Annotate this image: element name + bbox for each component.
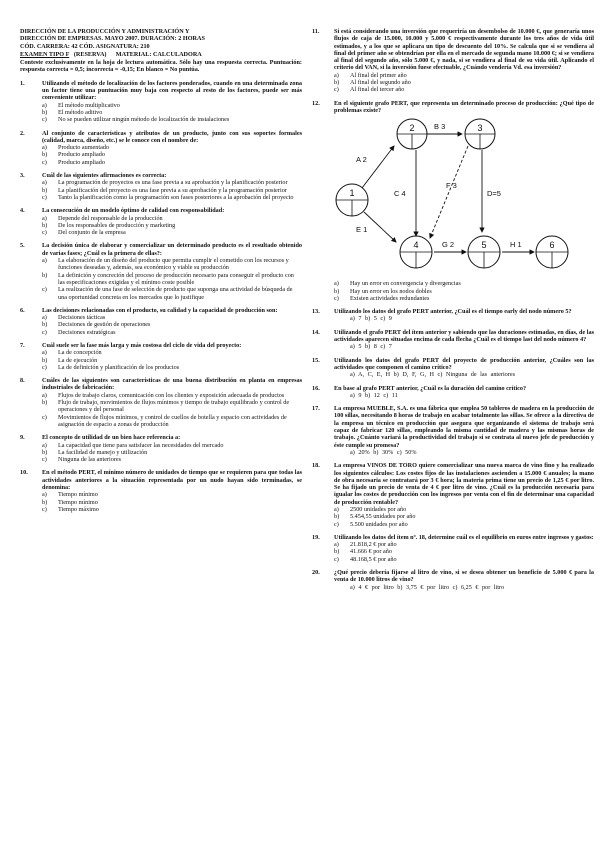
- answer-option: [42, 116, 302, 123]
- option-letter: a): [42, 257, 47, 265]
- answer-option: [42, 314, 302, 321]
- option-letter: c): [42, 363, 47, 371]
- question-number: 14.: [312, 328, 320, 336]
- option-text: Al final del primer año: [350, 71, 407, 79]
- option-text: Decisiones estratégicas: [58, 328, 116, 336]
- answer-option: [42, 499, 302, 506]
- question: [20, 469, 302, 513]
- option-text: La elaboración de un diseño del producto que permita cumplir el cometido con los recursos y funciones deseadas y, además, sea económico y viable su producción: [58, 257, 289, 272]
- question-number: 6.: [20, 306, 25, 314]
- option-letter: b): [42, 271, 48, 279]
- option-letter: a): [42, 391, 47, 399]
- option-letter: b): [42, 356, 48, 364]
- option-text: 21.818,2 € por año: [350, 541, 397, 549]
- option-letter: b): [334, 79, 340, 87]
- option-text: El método aditivo: [58, 108, 103, 116]
- answer-option: [42, 357, 302, 364]
- option-text: Producto aumentado: [58, 144, 110, 152]
- question: [312, 329, 594, 351]
- question: [312, 462, 594, 528]
- activity-label-c: C 4: [394, 189, 406, 199]
- answer-option: [334, 506, 594, 513]
- question-number: 2.: [20, 129, 25, 137]
- question-text: El concepto de utilidad de un bien hace referencia a:: [42, 434, 181, 442]
- answer-option: [42, 506, 302, 513]
- instructions: Conteste exclusivamente en la hoja de lectura automática. Sólo hay una respuesta correcta. Puntuación: respuesta correcta = 0,5; incorrecta = -0,15; En blanco = No puntúa.: [20, 59, 302, 74]
- question-text: Si está considerando una inversión que requeriría un desembolso de 10.000 €, que generaría unos flujos de caja de 15.000, 10.000 y 5.000 € respectivamente durante los tres años de vida útil estimados, y a los que se aplicara un tipo de descuento del 10%. Se calcula que si se vendiera al final del primer año se obtendrían por ella en el mercado de segunda mano 10.000 €; si se vendiera al final del segundo año, sólo 5.000 €, y nada, si se vendiera al final de su vida útil. Aplicando el criterio del VAN, si la inversión fuese efectuable, ¿Cuándo vendería Vd. esa inversión?: [334, 28, 594, 72]
- question-text: La consecución de un modelo óptimo de calidad con responsabilidad:: [42, 207, 225, 215]
- option-letter: b): [42, 186, 48, 194]
- option-letter: c): [42, 413, 47, 421]
- answer-options-inline: a) 20% b) 30% c) 50%: [350, 448, 417, 456]
- answer-option: [42, 449, 302, 456]
- answer-option: [42, 109, 302, 116]
- right-questions: [312, 308, 594, 591]
- right-column: [312, 28, 594, 597]
- answer-option: [334, 280, 594, 287]
- option-text: Producto ampliado: [58, 158, 105, 166]
- question: [20, 434, 302, 463]
- question: [312, 28, 594, 94]
- option-text: Hay un error en convergencia y divergencias: [350, 280, 461, 288]
- option-text: Depende del responsable de la producción: [58, 214, 163, 222]
- option-letter: c): [334, 86, 339, 94]
- answer-option: [42, 392, 302, 399]
- answer-option: [334, 72, 594, 79]
- question-number: 7.: [20, 341, 25, 349]
- question-number: 13.: [312, 308, 320, 316]
- option-letter: b): [42, 108, 48, 116]
- question-number: 1.: [20, 79, 25, 87]
- answer-options-inline: a) 7 b) 5 c) 9: [350, 315, 392, 323]
- option-text: Flujos de trabajo claros, comunicación con los clientes y exposición adecuada de productos: [58, 391, 285, 399]
- option-text: Tanto la planificación como la programación son fases posteriores a la aprobación del proyecto: [58, 193, 294, 201]
- answer-option: [42, 442, 302, 449]
- activity-label-e: E 1: [356, 225, 368, 235]
- question: [20, 307, 302, 336]
- option-letter: c): [334, 294, 339, 302]
- answer-option: [42, 194, 302, 201]
- option-text: La capacidad que tiene para satisfacer las necesidades del mercado: [58, 441, 224, 449]
- pert-node-label: 5: [481, 240, 487, 251]
- option-letter: a): [42, 144, 47, 152]
- option-letter: b): [42, 498, 48, 506]
- pert-graph: [334, 116, 584, 276]
- answer-option: [42, 179, 302, 186]
- option-text: No se pueden utilizar ningún método de localización de instalaciones: [58, 116, 230, 124]
- option-letter: a): [42, 314, 47, 322]
- answer-option: [334, 513, 594, 520]
- activity-label-g: G 2: [442, 240, 455, 250]
- option-letter: a): [42, 491, 47, 499]
- answer-option: [42, 329, 302, 336]
- answer-options-inline: a) 4 € por litro b) 3,75 € por litro c) 6,25 € por litro: [350, 583, 505, 591]
- option-text: Hay un error en los nodos dobles: [350, 287, 432, 295]
- option-text: Decisiones tácticas: [58, 314, 106, 322]
- answer-option: [42, 456, 302, 463]
- answer-option: [42, 215, 302, 222]
- question-text: Utilizando el grafo PERT del ítem anterior y sabiendo que las duraciones estimadas, en días, de las actividades aparecen situadas encima de cada flecha ¿Cuál es el tiempo last del nodo número 4?: [334, 328, 594, 344]
- pert-node-label: 1: [349, 188, 355, 199]
- exam-type-line: [20, 51, 302, 58]
- left-column: [20, 28, 302, 519]
- question: [20, 172, 302, 201]
- option-letter: c): [42, 229, 47, 237]
- question-text: Cuál suele ser la fase más larga y más costosa del ciclo de vida del proyecto:: [42, 341, 242, 349]
- option-letter: a): [334, 280, 339, 288]
- answer-option: [42, 491, 302, 498]
- option-letter: b): [334, 548, 340, 556]
- option-letter: c): [42, 456, 47, 464]
- option-text: 48.168,5 € por año: [350, 555, 397, 563]
- arrow-1-2: [362, 146, 394, 188]
- answer-options-inline: a) A, C, E, H b) D, F, G, H c) Ninguna de las anteriores: [350, 371, 515, 379]
- option-letter: c): [42, 193, 47, 201]
- question-text: En base al grafo PERT anterior, ¿Cuál es la duración del camino crítico?: [334, 384, 527, 392]
- pert-node-label: 4: [413, 240, 419, 251]
- answer-options-inline: a) 9 b) 12 c) 11: [350, 391, 398, 399]
- option-text: Al final del segundo año: [350, 79, 411, 87]
- answer-option: [42, 144, 302, 151]
- pert-node-label: 6: [549, 240, 555, 251]
- activity-label-f: F 3: [446, 181, 457, 191]
- answer-option: [42, 349, 302, 356]
- question-text: En el siguiente grafo PERT, que representa un determinado proceso de producción: ¿Qué tipo de problemas existe?: [334, 99, 594, 114]
- answer-option: [42, 286, 302, 301]
- header-line-3: CÓD. CARRERA: 42 CÓD. ASIGNATURA: 210: [20, 42, 150, 50]
- question: [20, 130, 302, 166]
- option-letter: a): [42, 101, 47, 109]
- option-letter: b): [42, 321, 48, 329]
- answer-option: [42, 321, 302, 328]
- question: [312, 385, 594, 400]
- question-number: 11.: [312, 28, 320, 35]
- option-letter: b): [42, 399, 48, 407]
- option-text: La de concepción: [58, 349, 102, 357]
- answer-option: [334, 541, 594, 548]
- activity-label-h: H 1: [510, 240, 522, 250]
- option-text: 5.454,55 unidades por año: [350, 513, 416, 521]
- answer-option: [42, 102, 302, 109]
- option-letter: c): [42, 328, 47, 336]
- option-text: La realización de una fase de selección de producto que suponga una actividad de búsqueda de una oportunidad concreta en los mercados que lo justifique: [58, 286, 293, 301]
- option-letter: b): [334, 513, 340, 521]
- question-text: En el método PERT, el mínimo número de unidades de tiempo que se requieren para que todas las actividades anteriores a la situación representada por un nudo hayan sido terminadas, se denomina:: [42, 469, 302, 492]
- option-letter: b): [334, 287, 340, 295]
- pert-graph-svg: [334, 116, 584, 276]
- question-number: 17.: [312, 405, 320, 413]
- answer-option: [42, 399, 302, 414]
- option-letter: a): [334, 71, 339, 79]
- option-text: Ninguna de las anteriores: [58, 456, 122, 464]
- answer-option: [334, 295, 594, 302]
- question-text: La empresa VINOS DE TORO quiere comercializar una nueva marca de vino fino y ha realizado los siguientes cálculos: Los costes fijos de las instalaciones ascienden a 15.000 € anuales; la mano de obra necesaria se contratará por 3 € hora; la materia prima tiene un precio de 1,25 € por litro. Se ha fijado un precio de venta de 4 € por litro de vino. ¿Cuál es la producción necesaria para igualar los costes de producción con los ingresos por venta con el fin de determinar una capacidad de producción rentable?: [334, 462, 594, 506]
- question-number: 12.: [312, 99, 320, 107]
- question-number: 8.: [20, 377, 25, 385]
- option-letter: a): [42, 349, 47, 357]
- material-label: MATERIAL: CALCULADORA: [115, 50, 202, 58]
- question: [20, 242, 302, 300]
- question: [312, 308, 594, 323]
- question-number: 4.: [20, 207, 25, 215]
- option-letter: a): [334, 541, 339, 549]
- option-letter: a): [42, 214, 47, 222]
- question-text: La decisión única de elaborar y comercializar un determinado producto es el resultado obtenido de varias fases; ¿Cuál es la primera de ellas?:: [42, 242, 302, 257]
- question-text: Al conjunto de características y atributos de un producto, junto con sus soportes formales (calidad, marca, diseño, etc.) se le conoce con el nombre de:: [42, 129, 302, 144]
- question-text: Utilizando los datos del grafo PERT anterior, ¿Cuál es el tiempo early del nodo número 5?: [334, 308, 572, 316]
- question-text: Cuáles de las siguientes son características de una buena distribución en planta en empresas industriales de fabricación:: [42, 377, 302, 392]
- answer-option: [42, 414, 302, 429]
- activity-label-d: D=5: [487, 189, 501, 199]
- option-text: 2500 unidades por año: [350, 505, 407, 513]
- option-letter: a): [42, 179, 47, 187]
- answer-option: [42, 151, 302, 158]
- question-text: ¿Qué precio debería fijarse al litro de vino, si se desea obtener un beneficio de 5.000 € para la venta de 10.000 litros de vino?: [334, 569, 594, 584]
- question-number: 20.: [312, 569, 320, 577]
- answer-option: [42, 257, 302, 272]
- answer-option: [42, 159, 302, 166]
- question-text: Utilizando los datos del ítem nº. 18, determine cuál es el equilibrio en euros entre ingresos y gastos:: [334, 533, 594, 541]
- answer-option: [334, 556, 594, 563]
- option-letter: c): [42, 158, 47, 166]
- pert-node-label: 2: [409, 123, 415, 134]
- question-number: 16.: [312, 384, 320, 392]
- option-letter: c): [334, 520, 339, 528]
- option-letter: a): [334, 505, 339, 513]
- option-text: La definición y concreción del proceso de producción necesario para conseguir el producto con las especificaciones exigidas y el mínimo coste posible: [58, 271, 294, 286]
- option-text: Tiempo mínimo: [58, 491, 98, 499]
- option-text: Existen actividades redundantes: [350, 294, 430, 302]
- exam-type: EXAMEN TIPO F: [20, 50, 70, 58]
- option-letter: a): [42, 441, 47, 449]
- option-text: El método multiplicativo: [58, 101, 120, 109]
- option-text: La facilidad de manejo y utilización: [58, 448, 148, 456]
- option-text: Decisiones de gestión de operaciones: [58, 321, 151, 329]
- option-letter: c): [42, 286, 47, 294]
- option-text: Producto ampliado: [58, 151, 105, 159]
- question-text: Utilizando los datos del grafo PERT del proyecto de producción anterior, ¿Cuáles son las actividades que componen el camino crítico?: [334, 356, 594, 371]
- answer-option: [334, 548, 594, 555]
- arrow-1-4: [364, 212, 396, 242]
- option-text: 5.500 unidades por año: [350, 520, 408, 528]
- left-questions: [20, 80, 302, 513]
- option-text: Tiempo mínimo: [58, 498, 98, 506]
- question: [312, 569, 594, 591]
- option-text: La programación de proyectos es una fase previa a su aprobación y la planificación posterior: [58, 179, 288, 187]
- option-letter: c): [334, 555, 339, 563]
- option-text: Del conjunto de la empresa: [58, 229, 126, 237]
- answer-option: [42, 222, 302, 229]
- arrow-3-4: [430, 146, 468, 238]
- answer-options-inline: a) 5 b) 8 c) 7: [350, 343, 392, 351]
- answer-option: [42, 187, 302, 194]
- question-number: 10.: [20, 469, 28, 477]
- activity-label-a: A 2: [356, 155, 367, 165]
- option-letter: b): [42, 448, 48, 456]
- answer-option: [334, 521, 594, 528]
- answer-option: [42, 229, 302, 236]
- header-line-1: DIRECCIÓN DE LA PRODUCCIÓN Y ADMINISTRACIÓN Y: [20, 28, 190, 35]
- question-number: 15.: [312, 356, 320, 364]
- option-letter: b): [42, 151, 48, 159]
- question-number: 9.: [20, 434, 25, 442]
- answer-option: [42, 364, 302, 371]
- question: [312, 357, 594, 379]
- option-text: 41.666 € por año: [350, 548, 392, 556]
- question-number: 5.: [20, 242, 25, 250]
- exam-header: [20, 28, 302, 58]
- question-number: 3.: [20, 172, 25, 180]
- option-letter: c): [42, 505, 47, 513]
- activity-label-b: B 3: [434, 122, 446, 132]
- question: [312, 405, 594, 456]
- option-text: La planificación del proyecto es una fase previa a su aprobación y la programación posterior: [58, 186, 287, 194]
- header-line-2: DIRECCIÓN DE EMPRESAS. MAYO 2007. DURACIÓN: 2 HORAS: [20, 35, 205, 43]
- option-text: La de definición y planificación de los productos: [58, 363, 180, 371]
- question: [20, 342, 302, 371]
- reserve-label: (RESERVA): [73, 50, 107, 58]
- option-letter: c): [42, 116, 47, 124]
- option-text: La de ejecución: [58, 356, 98, 364]
- option-text: Tiempo máximo: [58, 505, 99, 513]
- option-letter: b): [42, 221, 48, 229]
- answer-option: [334, 86, 594, 93]
- question-number: 19.: [312, 533, 320, 541]
- pert-node-label: 3: [477, 123, 483, 134]
- question-number: 18.: [312, 462, 320, 470]
- option-text: De los responsables de producción y marketing: [58, 221, 176, 229]
- answer-option: [42, 272, 302, 287]
- option-text: Flujo de trabajo, movimientos de flujos mínimos y tiempo de trabajo equilibrado y control de operaciones y del personal: [58, 399, 290, 414]
- question-text: Utilizando el método de localización de los factores ponderados, cuando en una determinada zona un factor tiene una puntuación muy baja con respecto al resto de los factores, puede ser más conveniente utilizar:: [42, 79, 302, 102]
- question-text: Las decisiones relacionadas con el producto, su calidad y la capacidad de producción son:: [42, 306, 278, 314]
- answer-option: [334, 288, 594, 295]
- question: [312, 100, 594, 302]
- question-text: Cuál de las siguientes afirmaciones es correcta:: [42, 172, 167, 180]
- option-text: Movimientos de flujos mínimos, y control de cuellos de botella y espacio con actividades de asignación de espacio a zonas de producción: [58, 413, 287, 428]
- question-text: La empresa MUEBLE, S.A. es una fábrica que emplea 50 tableros de madera en la producción de 100 sillas, necesitando 8 horas de trabajo en acabar totalmente las sillas. Se ofrece a la directiva de la empresa un técnico en producción que asegura que organizando el sistema de trabajo será capaz de fabricar 120 sillas, empleando la misma cantidad de madera y las mismas horas de trabajo. ¿Cuánto variará la productividad del trabajo si se contrata al nuevo jefe de producción y éste cumple su promesa?: [334, 405, 594, 449]
- question: [20, 377, 302, 428]
- option-text: Al final del tercer año: [350, 86, 405, 94]
- question: [20, 80, 302, 124]
- question: [312, 534, 594, 563]
- question: [20, 207, 302, 236]
- answer-option: [334, 79, 594, 86]
